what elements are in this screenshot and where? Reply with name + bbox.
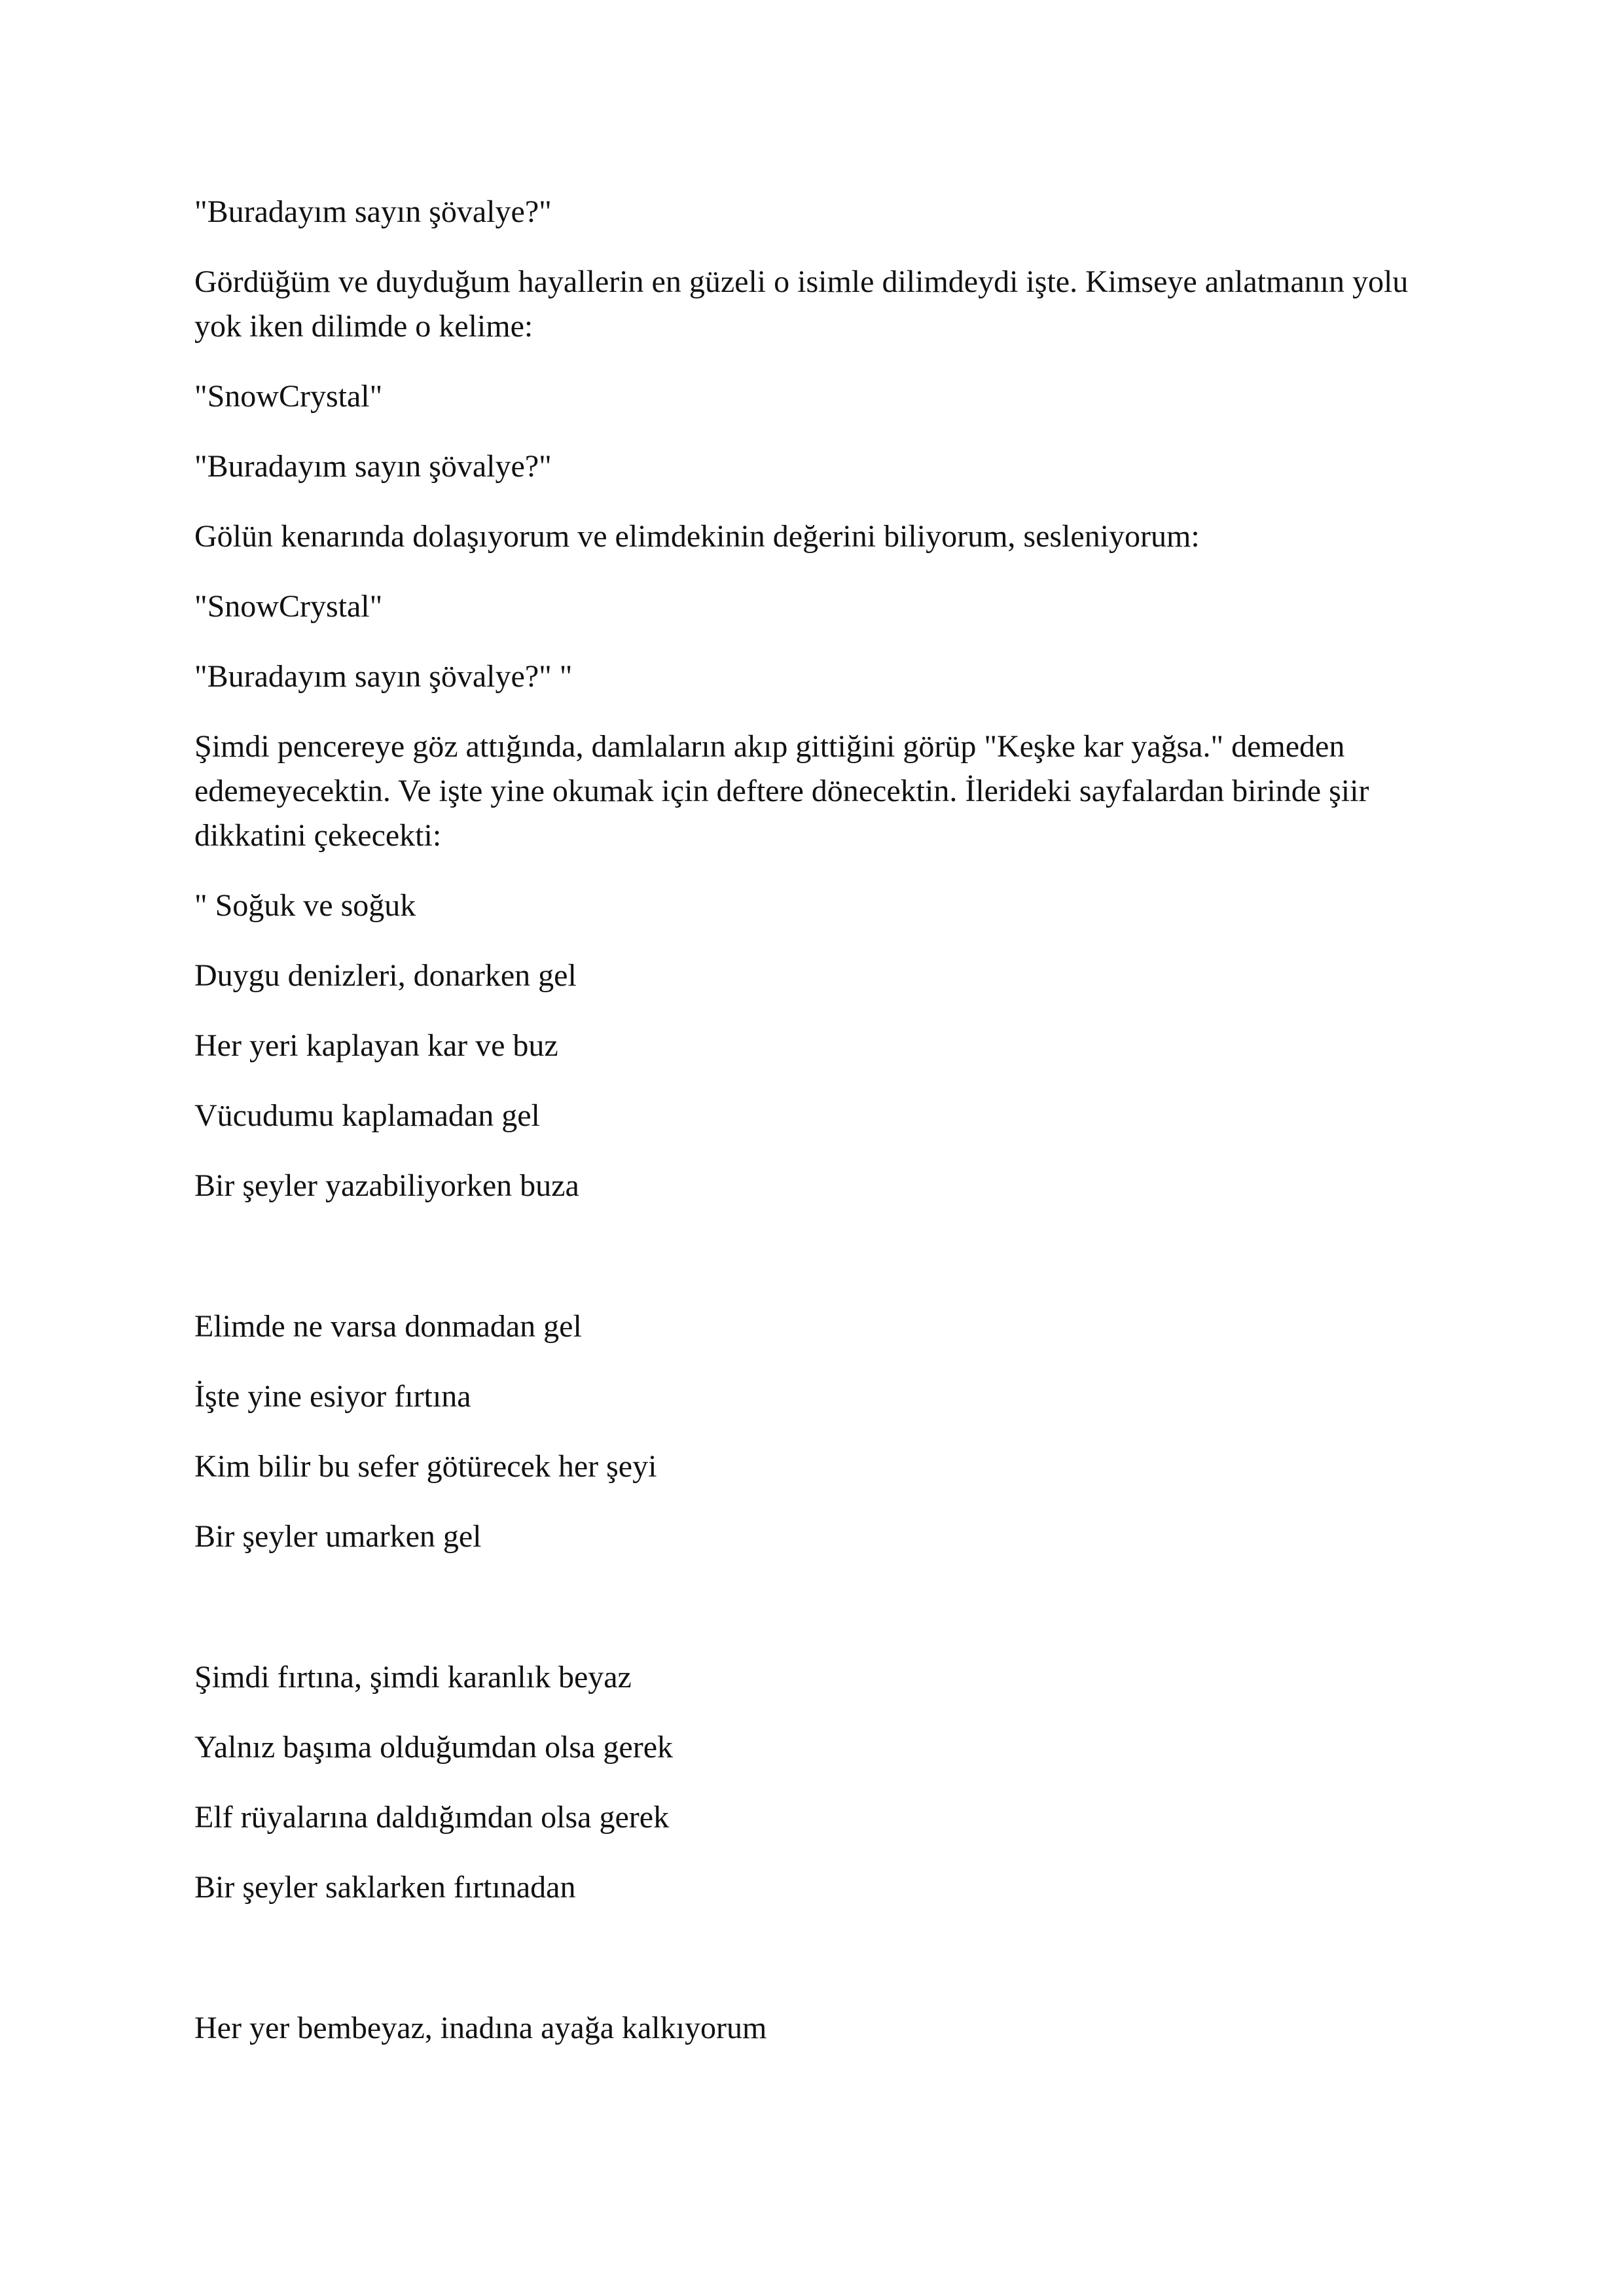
paragraph-snowcrystal-1: "SnowCrystal" [194,379,383,414]
paragraph-quote-3: "Buradayım sayın şövalye?" " [194,659,573,694]
poem-stanza-2 [194,1304,1438,1559]
document-body [194,190,1438,2076]
stanza-gap [194,1234,1438,1304]
poem-line: " Soğuk ve soğuk [194,888,416,923]
paragraph-snowcrystal-2: "SnowCrystal" [194,589,383,624]
paragraph-quote-2: "Buradayım sayın şövalye?" [194,449,552,484]
poem-line: Bir şeyler saklarken fırtınadan [194,1870,576,1905]
poem-line: Her yeri kaplayan kar ve buz [194,1028,558,1063]
poem-stanza-1 [194,884,1438,1208]
poem-line: Elimde ne varsa donmadan gel [194,1309,582,1344]
stanza-gap [194,1585,1438,1655]
poem-stanza-3 [194,1655,1438,1910]
poem-stanza-4 [194,2006,1438,2051]
paragraph-quote-1: "Buradayım sayın şövalye?" [194,194,552,229]
poem-line: Vücudumu kaplamadan gel [194,1098,540,1133]
poem-line: Yalnız başıma olduğumdan olsa gerek [194,1730,673,1765]
poem-line: Şimdi fırtına, şimdi karanlık beyaz [194,1660,632,1695]
poem-line: Duygu denizleri, donarken gel [194,958,577,993]
paragraph-dream-intro: Gördüğüm ve duyduğum hayallerin en güzeli o isimle dilimdeydi işte. Kimseye anlatmanın yolu yok iken dilimde o kelime: [194,264,1409,344]
poem-line: Elf rüyalarına daldığımdan olsa gerek [194,1800,670,1835]
poem-line: Bir şeyler yazabiliyorken buza [194,1168,579,1203]
paragraph-lakeside: Gölün kenarında dolaşıyorum ve elimdekinin değerini biliyorum, sesleniyorum: [194,519,1200,554]
poem-line: Kim bilir bu sefer götürecek her şeyi [194,1449,657,1484]
poem-line: İşte yine esiyor fırtına [194,1379,471,1414]
poem-line: Bir şeyler umarken gel [194,1519,482,1554]
poem-line: Her yer bembeyaz, inadına ayağa kalkıyorum [194,2011,767,2045]
paragraph-window: Şimdi pencereye göz attığında, damlaların akıp gittiğini görüp "Keşke kar yağsa." demeden edemeyecektin. Ve işte yine okumak için deftere dönecektin. İlerideki sayfalardan birinde şiir dikkatini çekecekti: [194,729,1369,853]
stanza-gap [194,1935,1438,2006]
